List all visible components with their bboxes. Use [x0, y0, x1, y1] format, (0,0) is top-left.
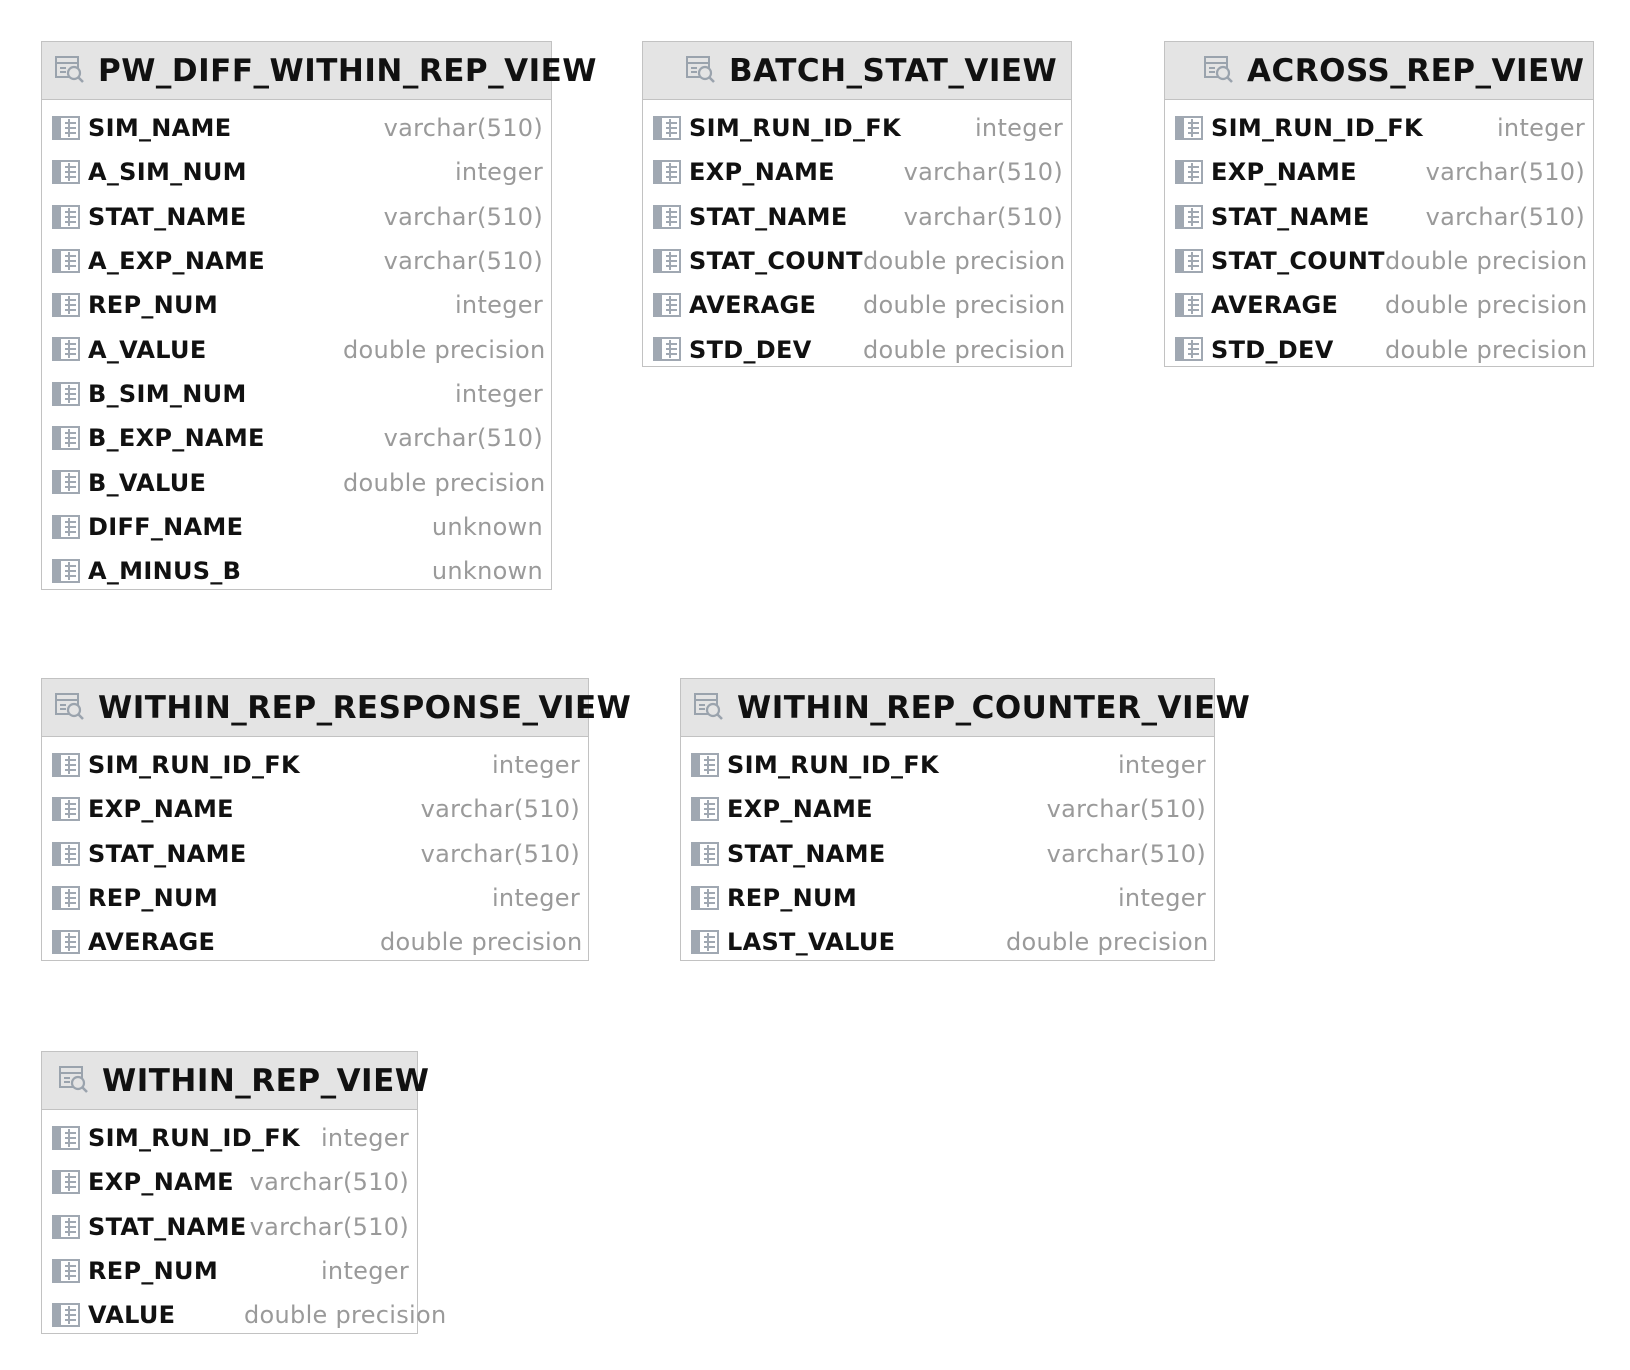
column-type: integer: [454, 291, 543, 320]
view-icon: [58, 1064, 90, 1098]
column-type: varchar(510): [903, 202, 1063, 231]
column-type: varchar(510): [1046, 839, 1206, 868]
column-icon: [691, 930, 719, 958]
column-type: integer: [491, 884, 580, 913]
column-type: varchar(510): [1425, 158, 1585, 187]
column-row[interactable]: [42, 460, 551, 504]
column-row[interactable]: [643, 239, 1071, 283]
column-name: SIM_RUN_ID_FK: [88, 751, 300, 780]
column-row[interactable]: [643, 283, 1071, 327]
column-type: unknown: [431, 512, 543, 541]
column-type: varchar(510): [903, 158, 1063, 187]
column-name: A_SIM_NUM: [88, 158, 247, 187]
column-name: SIM_NAME: [88, 114, 232, 143]
column-icon: [653, 205, 681, 233]
column-name: STAT_NAME: [727, 839, 886, 868]
column-icon: [52, 382, 80, 410]
column-icon: [52, 886, 80, 914]
entity-across-rep-view[interactable]: [1164, 41, 1594, 367]
column-row[interactable]: [1165, 327, 1593, 371]
column-type: varchar(510): [1425, 202, 1585, 231]
column-row[interactable]: [42, 876, 588, 920]
column-name: EXP_NAME: [1211, 158, 1357, 187]
column-row[interactable]: [42, 106, 551, 150]
column-type: varchar(510): [383, 114, 543, 143]
column-row[interactable]: [42, 1249, 417, 1293]
column-icon: [653, 293, 681, 321]
column-type: varchar(510): [383, 424, 543, 453]
column-name: STAT_NAME: [88, 1212, 247, 1241]
column-row[interactable]: [42, 549, 551, 593]
column-icon: [653, 160, 681, 188]
entity-header[interactable]: [681, 679, 1251, 737]
column-row[interactable]: [42, 195, 551, 239]
column-icon: [52, 797, 80, 825]
column-icon: [52, 1303, 80, 1331]
column-row[interactable]: [42, 239, 551, 283]
entity-header[interactable]: [1165, 42, 1593, 100]
column-type: varchar(510): [249, 1168, 409, 1197]
column-name: REP_NUM: [88, 291, 219, 320]
column-name: STD_DEV: [1211, 335, 1334, 364]
column-row[interactable]: [42, 416, 551, 460]
column-icon: [52, 116, 80, 144]
column-type: integer: [454, 158, 543, 187]
column-row[interactable]: [681, 832, 1214, 876]
entity-header[interactable]: [643, 42, 1071, 100]
column-row[interactable]: [1165, 239, 1593, 283]
column-type: double precision: [1385, 291, 1588, 320]
column-row[interactable]: [42, 1160, 417, 1204]
entity-title: PW_DIFF_WITHIN_REP_VIEW: [98, 52, 597, 89]
column-row[interactable]: [42, 743, 588, 787]
column-name: STAT_NAME: [88, 839, 247, 868]
column-icon: [52, 559, 80, 587]
column-list: [42, 1110, 447, 1337]
column-type: double precision: [380, 928, 583, 957]
view-icon: [54, 691, 86, 725]
column-type: varchar(510): [420, 795, 580, 824]
entity-header[interactable]: [42, 1052, 430, 1110]
column-row[interactable]: [643, 195, 1071, 239]
column-icon: [1175, 337, 1203, 365]
column-name: LAST_VALUE: [727, 928, 896, 957]
column-row[interactable]: [1165, 195, 1593, 239]
column-name: REP_NUM: [727, 884, 858, 913]
entity-title: WITHIN_REP_RESPONSE_VIEW: [98, 689, 632, 726]
column-row[interactable]: [643, 106, 1071, 150]
column-name: STAT_NAME: [88, 202, 247, 231]
entity-within-rep-response-view[interactable]: [41, 678, 632, 961]
column-icon: [691, 886, 719, 914]
column-type: double precision: [343, 468, 546, 497]
column-name: AVERAGE: [1211, 291, 1339, 320]
column-name: AVERAGE: [689, 291, 817, 320]
column-icon: [1175, 160, 1203, 188]
column-name: A_EXP_NAME: [88, 247, 265, 276]
column-type: integer: [491, 751, 580, 780]
column-icon: [52, 930, 80, 958]
column-icon: [52, 1170, 80, 1198]
column-name: SIM_RUN_ID_FK: [727, 751, 939, 780]
column-row[interactable]: [681, 787, 1214, 831]
column-row[interactable]: [42, 787, 588, 831]
column-icon: [52, 1259, 80, 1287]
column-list: [643, 100, 1071, 372]
entity-title: WITHIN_REP_VIEW: [102, 1062, 430, 1099]
column-name: VALUE: [88, 1301, 176, 1330]
column-row[interactable]: [681, 920, 1214, 964]
column-type: varchar(510): [383, 247, 543, 276]
column-row[interactable]: [42, 920, 588, 964]
column-name: B_EXP_NAME: [88, 424, 265, 453]
column-icon: [52, 205, 80, 233]
column-icon: [691, 753, 719, 781]
column-row[interactable]: [643, 327, 1071, 371]
entity-header[interactable]: [42, 42, 597, 100]
column-icon: [653, 337, 681, 365]
column-type: double precision: [863, 247, 1066, 276]
column-name: AVERAGE: [88, 928, 216, 957]
column-type: integer: [1117, 884, 1206, 913]
column-name: B_VALUE: [88, 468, 207, 497]
column-type: varchar(510): [383, 202, 543, 231]
column-type: integer: [454, 379, 543, 408]
column-row[interactable]: [1165, 106, 1593, 150]
column-type: unknown: [431, 557, 543, 586]
column-name: DIFF_NAME: [88, 512, 244, 541]
view-icon: [1203, 54, 1235, 88]
column-row[interactable]: [42, 1205, 417, 1249]
column-name: REP_NUM: [88, 884, 219, 913]
entity-batch-stat-view[interactable]: [642, 41, 1072, 367]
column-row[interactable]: [42, 832, 588, 876]
column-name: STAT_NAME: [1211, 202, 1370, 231]
column-icon: [52, 337, 80, 365]
column-type: double precision: [1385, 247, 1588, 276]
entity-title: WITHIN_REP_COUNTER_VIEW: [737, 689, 1251, 726]
column-icon: [52, 249, 80, 277]
column-type: double precision: [343, 335, 546, 364]
column-type: integer: [974, 114, 1063, 143]
entity-title: BATCH_STAT_VIEW: [729, 52, 1058, 89]
column-icon: [52, 1215, 80, 1243]
column-name: EXP_NAME: [689, 158, 835, 187]
column-type: integer: [320, 1124, 409, 1153]
column-name: SIM_RUN_ID_FK: [689, 114, 901, 143]
column-icon: [691, 842, 719, 870]
column-type: double precision: [244, 1301, 447, 1330]
column-type: integer: [1496, 114, 1585, 143]
column-type: integer: [1117, 751, 1206, 780]
column-icon: [1175, 116, 1203, 144]
column-name: EXP_NAME: [727, 795, 873, 824]
column-name: REP_NUM: [88, 1257, 219, 1286]
column-name: STAT_COUNT: [689, 247, 863, 276]
column-type: varchar(510): [420, 839, 580, 868]
column-name: A_VALUE: [88, 335, 207, 364]
column-list: [681, 737, 1214, 964]
column-icon: [52, 1126, 80, 1154]
view-icon: [685, 54, 717, 88]
column-name: EXP_NAME: [88, 1168, 234, 1197]
column-icon: [52, 753, 80, 781]
column-icon: [1175, 249, 1203, 277]
column-name: EXP_NAME: [88, 795, 234, 824]
column-row[interactable]: [643, 150, 1071, 194]
column-row[interactable]: [1165, 150, 1593, 194]
column-row[interactable]: [42, 1116, 417, 1160]
column-name: A_MINUS_B: [88, 557, 242, 586]
column-type: double precision: [863, 335, 1066, 364]
column-row[interactable]: [42, 372, 551, 416]
column-name: STAT_COUNT: [1211, 247, 1385, 276]
column-icon: [52, 470, 80, 498]
column-name: STAT_NAME: [689, 202, 848, 231]
column-icon: [653, 116, 681, 144]
column-row[interactable]: [42, 283, 551, 327]
column-icon: [52, 426, 80, 454]
column-type: double precision: [1385, 335, 1588, 364]
column-row[interactable]: [42, 1293, 447, 1337]
entity-header[interactable]: [42, 679, 632, 737]
column-type: integer: [320, 1257, 409, 1286]
column-row[interactable]: [681, 743, 1214, 787]
column-type: double precision: [863, 291, 1066, 320]
column-icon: [1175, 293, 1203, 321]
entity-within-rep-counter-view[interactable]: [680, 678, 1251, 961]
entity-within-rep-view[interactable]: [41, 1051, 447, 1334]
column-icon: [52, 293, 80, 321]
column-name: SIM_RUN_ID_FK: [1211, 114, 1423, 143]
column-type: varchar(510): [249, 1212, 409, 1241]
column-name: SIM_RUN_ID_FK: [88, 1124, 300, 1153]
column-type: double precision: [1006, 928, 1209, 957]
entity-pw-diff-within-rep-view[interactable]: [41, 41, 597, 590]
column-row[interactable]: [42, 150, 551, 194]
column-list: [1165, 100, 1593, 372]
column-type: varchar(510): [1046, 795, 1206, 824]
column-icon: [52, 842, 80, 870]
column-icon: [52, 160, 80, 188]
column-icon: [653, 249, 681, 277]
column-list: [42, 100, 551, 593]
view-icon: [693, 691, 725, 725]
column-icon: [1175, 205, 1203, 233]
view-icon: [54, 54, 86, 88]
column-row[interactable]: [1165, 283, 1593, 327]
column-row[interactable]: [42, 327, 551, 371]
column-icon: [691, 797, 719, 825]
entity-title: ACROSS_REP_VIEW: [1247, 52, 1585, 89]
column-list: [42, 737, 588, 964]
column-row[interactable]: [42, 505, 551, 549]
column-row[interactable]: [681, 876, 1214, 920]
column-name: STD_DEV: [689, 335, 812, 364]
column-icon: [52, 515, 80, 543]
column-name: B_SIM_NUM: [88, 379, 247, 408]
